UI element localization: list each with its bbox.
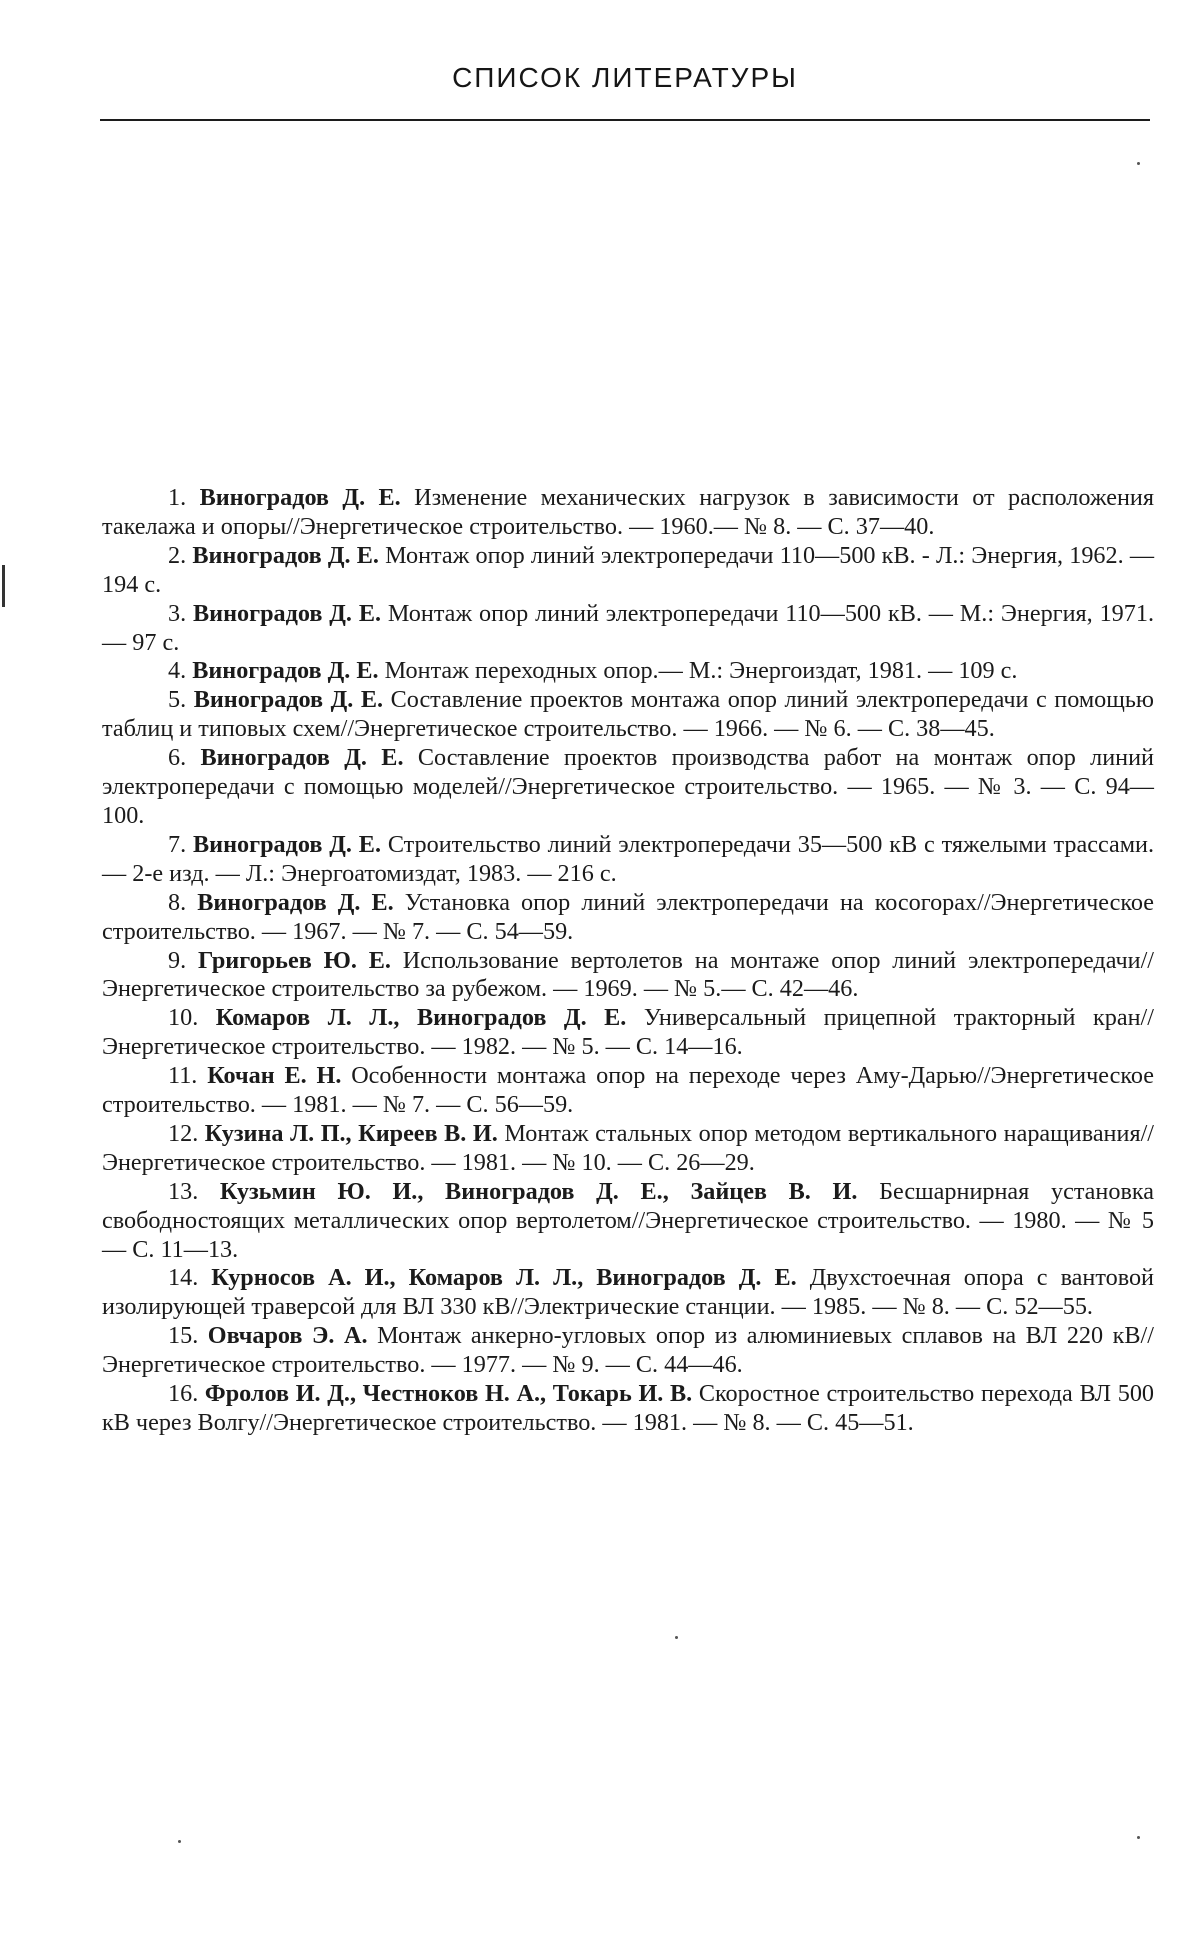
reference-item: [102, 1264, 1154, 1322]
reference-authors: Виноградов Д. Е.: [197, 888, 394, 916]
reference-authors: Виноградов Д. Е.: [200, 744, 404, 772]
reference-item: [102, 1004, 1154, 1062]
reference-number: 7.: [168, 830, 187, 858]
reference-item: [102, 600, 1154, 658]
reference-number: 1.: [168, 484, 187, 511]
reference-item: [102, 889, 1154, 947]
reference-list: [102, 484, 1154, 1438]
reference-item: [102, 484, 1154, 542]
reference-number: 2.: [168, 541, 187, 569]
scan-speck: [1137, 1836, 1140, 1839]
reference-text: Монтаж опор линий электропередачи 110—500 кВ. — М.: Энергия, 1971. — 97 с.: [102, 599, 1154, 656]
reference-item: [102, 947, 1154, 1005]
reference-text: Установка опор линий электропередачи на косогорах//Энергетическое строительство. — 1967. — № 7. — С. 54—59.: [102, 888, 1155, 945]
reference-authors: Григорьев Ю. Е.: [197, 946, 391, 974]
reference-authors: Кузьмин Ю. И., Виноградов Д. Е., Зайцев В. И.: [219, 1177, 858, 1205]
reference-authors: Виноградов Д. Е.: [192, 657, 379, 685]
scan-speck: [1137, 162, 1140, 165]
reference-number: 13.: [168, 1177, 199, 1205]
reference-authors: Кузина Л. П., Киреев В. И.: [204, 1119, 498, 1147]
reference-number: 5.: [168, 686, 187, 714]
reference-item: [102, 1322, 1154, 1380]
reference-text: Двухстоечная опора с вантовой изолирующей траверсой для ВЛ 330 кВ//Электрические станции. — 1985. — № 8. — С. 52—55.: [102, 1264, 1154, 1321]
page-heading: СПИСОК ЛИТЕРАТУРЫ: [452, 62, 798, 93]
reference-authors: Курносов А. И., Комаров Л. Л., Виноградов Д. Е.: [211, 1264, 797, 1292]
scan-edge-mark: [2, 565, 5, 607]
reference-item: [102, 1062, 1154, 1120]
reference-number: 8.: [168, 888, 187, 916]
reference-text: Монтаж анкерно-угловых опор из алюминиевых сплавов на ВЛ 220 кВ//Энергетическое строительство. — 1977. — № 9. — С. 44—46.: [102, 1322, 1154, 1379]
reference-item: [102, 686, 1154, 744]
reference-text: Монтаж опор линий электропередачи 110—500 кВ. - Л.: Энергия, 1962. — 194 с.: [102, 541, 1155, 598]
reference-text: Составление проектов производства работ на монтаж опор линий электропередачи с помощью моделей//Энергетическое строительство. — 1965. — № 3. — С. 94—100.: [102, 744, 1155, 829]
reference-authors: Виноградов Д. Е.: [192, 541, 379, 569]
reference-authors: Виноградов Д. Е.: [193, 599, 382, 627]
reference-text: Монтаж стальных опор методом вертикального наращивания//Энергетическое строительство. — 1981. — № 10. — С. 26—29.: [102, 1119, 1155, 1176]
reference-text: Универсальный прицепной тракторный кран//Энергетическое строительство. — 1982. — № 5. — С. 14—16.: [102, 1004, 1154, 1061]
reference-text: Составление проектов монтажа опор линий электропередачи с помощью таблиц и типовых схем//Энергетическое строительство. — 1966. — № 6. — С. 38—45.: [102, 686, 1154, 743]
reference-authors: Виноградов Д. Е.: [199, 484, 401, 511]
reference-number: 4.: [168, 657, 187, 685]
reference-item: [102, 1120, 1154, 1178]
reference-item: [102, 831, 1154, 889]
reference-authors: Овчаров Э. А.: [207, 1322, 368, 1350]
reference-text: Особенности монтажа опор на переходе через Аму-Дарью//Энергетическое строительство. — 1981. — № 7. — С. 56—59.: [102, 1062, 1155, 1119]
reference-number: 14.: [168, 1264, 199, 1292]
reference-item: [102, 542, 1154, 600]
reference-item: [102, 744, 1154, 831]
reference-number: 10.: [168, 1004, 199, 1032]
reference-number: 11.: [168, 1062, 198, 1090]
reference-text: Бесшарнирная установка свободностоящих металлических опор вертолетом//Энергетическое строительство. — 1980. — № 5 — С. 11—13.: [102, 1177, 1154, 1263]
scan-speck: [675, 1636, 678, 1639]
reference-number: 16.: [168, 1380, 199, 1408]
reference-number: 12.: [168, 1119, 199, 1147]
reference-number: 15.: [168, 1322, 199, 1350]
reference-number: 6.: [168, 744, 187, 772]
reference-item: [102, 657, 1154, 686]
reference-number: 9.: [168, 946, 187, 974]
heading-rule: [100, 119, 1150, 121]
reference-text: Скоростное строительство перехода ВЛ 500 кВ через Волгу//Энергетическое строительство. — 1981. — № 8. — С. 45—51.: [102, 1380, 1155, 1436]
reference-authors: Фролов И. Д., Честноков Н. А., Токарь И. В.: [204, 1380, 693, 1408]
reference-authors: Комаров Л. Л., Виноградов Д. Е.: [215, 1004, 627, 1032]
reference-text: Изменение механических нагрузок в зависимости от расположения такелажа и опоры//Энергетическое строительство. — 1960.— № 8. — С. 37—40.: [102, 484, 1154, 540]
reference-text: Монтаж переходных опор.— М.: Энергоиздат, 1981. — 109 с.: [384, 657, 1018, 685]
reference-item: [102, 1380, 1154, 1438]
reference-text: Использование вертолетов на монтаже опор линий электропередачи//Энергетическое строительство за рубежом. — 1969. — № 5.— С. 42—46.: [102, 946, 1155, 1003]
reference-authors: Виноградов Д. Е.: [193, 830, 381, 858]
reference-text: Строительство линий электропередачи 35—500 кВ с тяжелыми трассами. — 2-е изд. — Л.: Энергоатомиздат, 1983. — 216 с.: [102, 830, 1155, 887]
scan-speck: [178, 1840, 181, 1843]
reference-authors: Кочан Е. Н.: [207, 1062, 342, 1090]
reference-number: 3.: [168, 599, 187, 627]
reference-authors: Виноградов Д. Е.: [193, 686, 384, 714]
reference-item: [102, 1178, 1154, 1265]
